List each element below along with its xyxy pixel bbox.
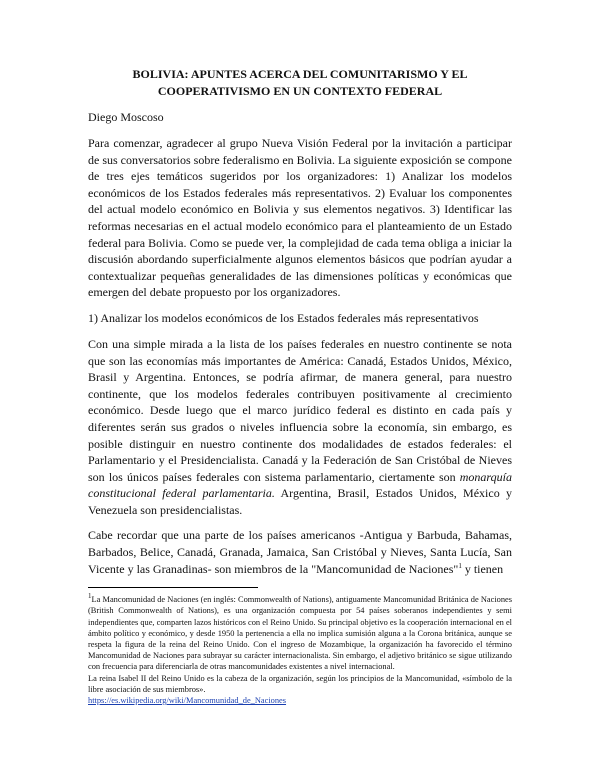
italic-phrase: monarquía constitucional federal parlamentaria. (88, 469, 512, 501)
paragraph-text: Argentina, Brasil, Estados Unidos, México y Venezuela son presidencialistas. (88, 486, 512, 517)
footnote-text: La reina Isabel II del Reino Unido es la cabeza de la organización, según los principios de la Mancomunidad, «símbolo de la libre asociación de sus miembros». (88, 673, 512, 694)
footnote-link-line (88, 695, 512, 706)
paragraph-text: Cabe recordar que una parte de los países americanos -Antigua y Barbuda, Bahamas, Barbados, Belice, Canadá, Granada, Jamaica, San Cristóbal y Nieves, Santa Lucía, San Vicente y las Granadinas- son miembros de la "Mancomunidad de Naciones" (88, 528, 512, 576)
footnote-separator (88, 587, 258, 588)
paragraph-text: y tienen (461, 561, 504, 576)
paragraph-commonwealth (88, 527, 512, 577)
footnote-paragraph-2 (88, 673, 512, 695)
author-name: Diego Moscoso (88, 110, 164, 124)
paragraph-federal-countries (88, 336, 512, 519)
footnote-text: La Mancomunidad de Naciones (en inglés: Commonwealth of Nations), antiguamente Mancomunidad Británica de Naciones (British Commonwealth of Nations), es una organización compuesta por 54 países soberanos independientes y semi independientes que, comparten lazos históricos con el Reino Unido. Su principal objetivo es la cooperación internacional en el ámbito político y económico, y desde 1950 la pertenencia a ella no implica sumisión alguna a la Corona británica, aunque se respeta la figura de la reina del Reino Unido. Con el ingreso de Mozambique, la organización ha favorecido el término Mancomunidad de Naciones para subrayar su carácter internacionalista. Sin embargo, el adjetivo británico se sigue utilizando con frecuencia para diferenciarla de otras mancomunidades existentes a nivel internacional. (88, 595, 512, 672)
footnote-link[interactable]: https://es.wikipedia.org/wiki/Mancomunidad_de_Naciones (88, 696, 287, 706)
footnote-reference[interactable]: 1 (458, 561, 462, 570)
title-line-1: BOLIVIA: APUNTES ACERCA DEL COMUNITARISMO Y EL (132, 67, 468, 81)
intro-paragraph: Para comenzar, agradecer al grupo Nueva Visión Federal por la invitación a participar de sus conversatorios sobre federalismo en Bolivia. La siguiente exposición se compone de tres ejes temáticos sugeridos por los organizadores: 1) Analizar los modelos económicos de los Estados federales más representativos. 2) Evaluar los componentes del actual modelo económico en Bolivia y sus elementos negativos. 3) Identificar las reformas necesarias en el actual modelo económico para el planteamiento de un Estado federal para Bolivia. Como se puede ver, la complejidad de cada tema obliga a iniciar la discusión abordando superficialmente algunos elementos básicos que podrían ayudar a contextualizar pequeñas generalidades de las dimensiones políticas y económicas que emergen del debate propuesto por los organizadores. (88, 136, 512, 300)
footnote-marker: 1 (88, 592, 92, 601)
title-line-2: COOPERATIVISMO EN UN CONTEXTO FEDERAL (157, 84, 443, 98)
footnote-paragraph-1 (88, 594, 512, 672)
paragraph-text: Con una simple mirada a la lista de los países federales en nuestro continente se nota que son las economías más importantes de América: Canadá, Estados Unidos, México, Brasil y Argentina. Entonces, se podría afirmar, de manera general, para nuestro continente, que los modelos federales contribuyen positivamente al crecimiento económico. Desde luego que el marco jurídico federal es distinto en cada país y diferentes serán sus grados o niveles influencia sobre la economía, sin embargo, es posible distinguir en nuestro continente dos modalidades de estados federales: el Parlamentario y el Presidencialista. Canadá y la Federación de San Cristóbal de Nieves son los únicos países federales con sistema parlamentario, ciertamente son (88, 336, 512, 484)
footnote (88, 594, 512, 706)
document-title (88, 66, 512, 100)
section-heading-1: 1) Analizar los modelos económicos de los Estados federales más representativos (88, 310, 479, 325)
